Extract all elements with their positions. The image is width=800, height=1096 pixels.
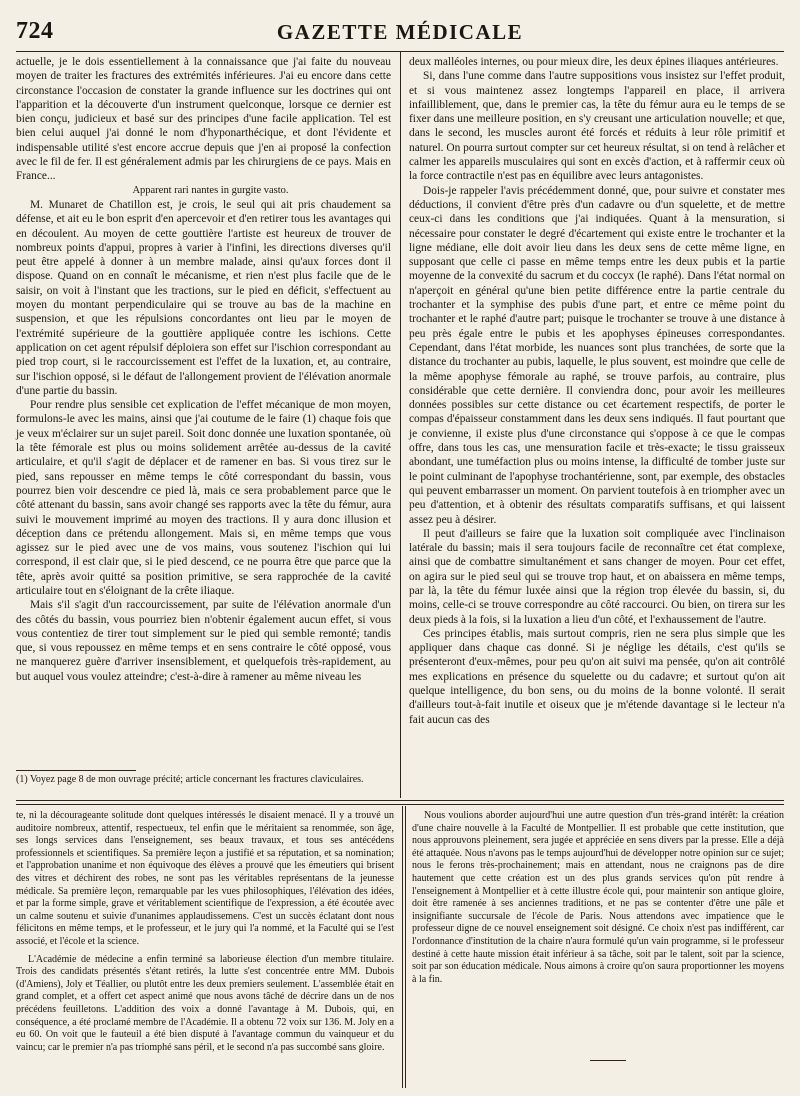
right-column — [409, 55, 785, 727]
paragraph: deux malléoles internes, ou pour mieux dire, les deux épines iliaques antérieures. — [409, 56, 779, 68]
journal-title: GAZETTE MÉDICALE — [276, 20, 524, 44]
paragraph: Mais s'il s'agit d'un raccourcissement, par suite de l'élévation anormale d'un des côtés du bassin, vous pourriez bien n'obtenir également aucun effet, si vous vous contentiez de tirer tout simplement sur le pied qui semble remonté; tandis que, si vous repoussez en même temps et en sens contraire le côté opposé, vous ne manquerez guère d'arriver insensiblement, et quelquefois très-rapidement, au but auquel vous voulez atteindre; c'est-à-dire à ramener au même niveau les — [16, 599, 391, 683]
paragraph: Nous voulions aborder aujourd'hui une autre question d'un très-grand intérêt: la création d'une chaire nouvelle à la Faculté de Montpellier. Il est probable que cette institution, que nous approuvons pleinement, sera jugée et appréciée en sens divers par la presse. Elle a déjà été attaquée. Nous n'avons pas le temps aujourd'hui de développer notre opinion sur ce sujet; nous le ferons très-prochainement; mais en attendant, nous ne craignons pas de dire hautement que cette création est un des plus grands services qu'on pût rendre à l'enseignement à Montpellier et à cette illustre école qui, pour maintenir son antique gloire, doit être ramenée à ses anciennes traditions, et ne pas se contenter d'être une pâle et insignifiante succursale de l'école de Paris. Nous attendons avec impatience que le professeur digne de ce nouvel enseignement soit désigné. Ce choix n'est pas indifférent, car l'ordonnance d'institution de la chaire n'aura formulé qu'un vain programme, si le professeur destiné à cette haute mission était inférieur à sa tâche, soit par le talent, soit par la science, soit par son éducation médicale. Nous aimons à croire qu'on saura proportionner les moyens à la fin. — [412, 810, 784, 985]
feuilleton-divider-double — [405, 806, 406, 1088]
paragraph: Dois-je rappeler l'avis précédemment donné, que, pour suivre et constater mes déductions, il convient d'être près d'un cadavre ou d'un squelette, et de mettre ceux-ci dans les conditions que j'ai indiquées. Quant à la mensuration, si nécessaire pour constater le degré d'écartement qui existe entre le trochanter et la ligne médiane, elle doit avoir lieu dans les deux sens de cette même ligne, en supposant que celle ci passe en même temps entre les deux pubis et la partie moyenne de la convexité du sacrum et du coccyx (le raphé). Dans l'état normal on n'aperçoit en général qu'une bien petite différence entre la partie centrale du trochanter et la symphise des pubis d'une part, et entre ce même point du trochanter et le raphé d'autre part; puisque le trochanter se trouve à une distance à peu près égale entre le pubis et les apophyses épineuses correspondantes. Cependant, dans l'état morbide, les nuances sont plus tranchées, de sorte que la distance du trochanter au pubis, laquelle, le plus souvent, est moindre que celle de la même apophyse fémorale au raphé, se trouve parfois, au contraire, plus considérable que cette dernière. Il conviendra donc, pour avoir les meilleures données possibles sur cette distance ou cet écartement respectifs, de porter le compas d'épaisseur constamment dans les deux sens indiqués. Il faut pourtant que je convienne, il existe plus d'une circonstance qui s'oppose à ce que le compas offre, dans tous les cas, une mensuration facile et très-exacte; le tissu graisseux abondant, une tuméfaction plus ou moins intense, la difficulté de tomber juste sur le point culminant de l'apophyse trochantérienne, sont, par exemple, des obstacles qui peuvent embarrasser un moment. On parvient toutefois à en triompher avec un peu d'attention, et à obtenir des résultats comparatifs suffisans, et qui laissent assez peu à désirer. — [409, 184, 785, 526]
epigraph: Apparent rari nantes in gurgite vasto. — [132, 184, 289, 196]
paragraph: actuelle, je le dois essentiellement à la connaissance que j'ai faite du nouveau moyen de traiter les fractures des extrémités inférieures. J'ai eu encore dans cette circonstance l'occasion de constater la grande influence sur les doctrines qui ont l'apparition et la découverte d'un instrument quelconque, lorsque ce dernier est bien conçu, judicieux et basé sur des principes d'une facile application. Tel est bien celui auquel j'ai donné le nom d'hyponarthécique, et dont l'évidente et indispensable utilité s'est encore accrue depuis que j'en ai proposé la confection avec le fil de fer. Il est généralement admis par les chirurgiens de ce pays. Mais en France... — [16, 56, 391, 183]
column-divider — [400, 52, 401, 798]
page-number: 724 — [16, 18, 54, 44]
feuilleton-divider — [402, 806, 403, 1088]
footnote-rule — [16, 770, 136, 771]
feuilleton-left-column — [16, 810, 394, 1054]
paragraph: Pour rendre plus sensible cet explication de l'effet mécanique de mon moyen, formulons-le avec les mains, ainsi que j'ai coutume de le faire (1) chaque fois que je veux m'éclairer sur un sujet pareil. Soit donc donnée une luxation spontanée, où la tête fémorale est plus ou moins solidement arrêtée au-dessus de la cavité articulaire, et qu'il s'agit de déplacer et de ramener en bas. Si vous tirez sur le pied, sans repousser en même temps le côté correspondant du bassin, vous pourrez bien voir descendre ce pied là, mais ce sera probablement parce que le côté attenant du bassin, sans avoir changé ses rapports avec la tête du fémur, aura suivi le mouvement imprimé au moyen des tractions. Il y aura donc illusion et déception dans ce prétendu allongement. Mais si, en même temps que vous agissez sur le pied avec une de vos mains, vous soutenez l'ischion qui lui correspond, il est clair que, si le pied descend, ce ne pourra être que parce que la tête, après avoir quitté sa position primitive, se sera rapprochée de la cavité articulaire tout en s'éloignant de la crête iliaque. — [16, 399, 391, 597]
section-rule — [16, 800, 784, 801]
paragraph: M. Munaret de Chatillon est, je crois, le seul qui ait pris chaudement sa défense, et ait eu le bon esprit d'en apercevoir et d'en retirer tous les avantages qui en découlent. Au moyen de cette gouttière l'artiste est heureux de trouver de nombreux points d'appui, propres à varier à l'infini, les directions diverses qu'il peut être appelé à donner à un membre malade, ainsi qu'aux forces dont il dispose. Quand on en connaît le mécanisme, et rien n'est plus facile que de le saisir, on voit à l'instant que les tractions, sur le pied en déficit, s'effectuent au moyen du montant perpendiculaire qui se trouve au bas de la machine en suspension, et que les répulsions concordantes ont lieu par le moyen de l'extrémité supérieure de la gouttière appliquée contre les ischions. Cette application on cet agent répulsif déploiera son effet sur l'ischion correspondant au pied trop court, si le raccourcissement est l'effet de la luxation, et, au contraire, sur l'ischion opposé, si le défaut de l'allongement provient de l'élévation anormale d'une partie du bassin. — [16, 198, 391, 397]
left-column — [16, 55, 391, 684]
feuilleton-right-column — [412, 810, 784, 986]
paragraph: L'Académie de médecine a enfin terminé sa laborieuse élection d'un membre titulaire. Trois des candidats présentés s'étant retirés, la lutte s'est concentrée entre MM. Dubois (d'Amiens), Joly et Téallier, ou plutôt entre les deux premiers seulement. L'assemblée était en grand complet, et a offert cet aspect animé que nous avons tâché de décrire dans un de nos précédens feuilletons. L'addition des voix a donné l'avantage à M. Dubois, qui, en conséquence, a été proclamé membre de l'Académie. Il a obtenu 72 voix sur 136. M. Joly en a eu 60. On voit que le fauteuil a été bien disputé à l'avantage commun du vainqueur et du vaincu; car le premier n'a pas triomphé sans péril, et le second n'a pas succombé sans gloire. — [16, 953, 394, 1053]
paragraph: Si, dans l'une comme dans l'autre suppositions vous insistez sur l'effet produit, et si vous maintenez assez longtemps l'appareil en place, il arrivera infailliblement, que, dans le premier cas, la tête du fémur aura eu le temps de se fixer dans une meilleure position, en s'y creusant une articulation nouvelle; et que, dans le second, les muscles auront été forcés et réduits à leur rôle primitif et naturel. On pourra surtout compter sur cet heureux résultat, si on tend à relâcher et calmer les appareils musculaires qui sont en excès d'action, et à raffermir ceux où la force contractile n'est pas en équilibre avec leurs antagonistes. — [409, 70, 785, 183]
footnote: (1) Voyez page 8 de mon ouvrage précité; article concernant les fractures claviculaires. — [16, 774, 364, 785]
end-rule — [590, 1060, 626, 1061]
section-rule-thin — [16, 804, 784, 805]
paragraph: te, ni la décourageante solitude dont quelques intéressés le disaient menacé. Il y a trouvé un auditoire nombreux, attentif, respectueux, tel enfin que le méritaient sa renommée, son âge, ses longs services dans l'enseignement, ses beaux travaux, et tous ses antécédens professionnels et scientifiques. Sa première leçon a justifié et sa réputation, et sa nomination; et l'approbation unanime et non équivoque des élèves a prouvé que les émeutiers qui brisent des vitres et déchirent des robes, ne sont pas les véritables représentans de la jeunesse médicale. Sa première leçon, remarquable par les vues philosophiques, l'élévation des idées, et par la forme simple, grave et véritablement scientifique de l'expression, a été écoutée avec un calme soutenu et suivie d'unanimes applaudissemens. C'est un succès éclatant dont nous félicitons en même temps, et le professeur, et le jury qui l'a nommé, et la Faculté qui se l'est associé, et l'école et la science. — [16, 810, 394, 947]
paragraph: Il peut d'ailleurs se faire que la luxation soit compliquée avec l'inclinaison latérale du bassin; mais il sera toujours facile de reconnaître cet état complexe, ainsi que de combattre simultanément et sans changer de moyen. Pour cet effet, on agira sur le pied seul qui se trouve trop haut, et on abaissera en même temps, par là, la tête du fémur luxée ainsi que la région trop élevée du bassin, si, du moins, celle-ci se trouve correspondre au côté raccourci. Ou bien, on tirera sur les deux pieds à la fois, si la luxation a lieu d'un côté, et l'exhaussement de l'autre. — [409, 527, 785, 626]
paragraph: Ces principes établis, mais surtout compris, rien ne sera plus simple que les appliquer dans chaque cas donné. Si je néglige les détails, c'est qu'ils se présenteront d'eux-mêmes, pour peu qu'on ait suivi ma pensée, qu'on ait contrôlé mes explications en présence du squelette ou du cadavre; et surtout qu'on ait quelque intelligence, du bon sens, ou du moins de la bonne volonté. Il serait d'ailleurs tout-à-fait inutile et oiseux que je m'étende davantage si le lecteur n'a fait aucun cas des — [409, 627, 785, 726]
page-header — [16, 18, 784, 48]
